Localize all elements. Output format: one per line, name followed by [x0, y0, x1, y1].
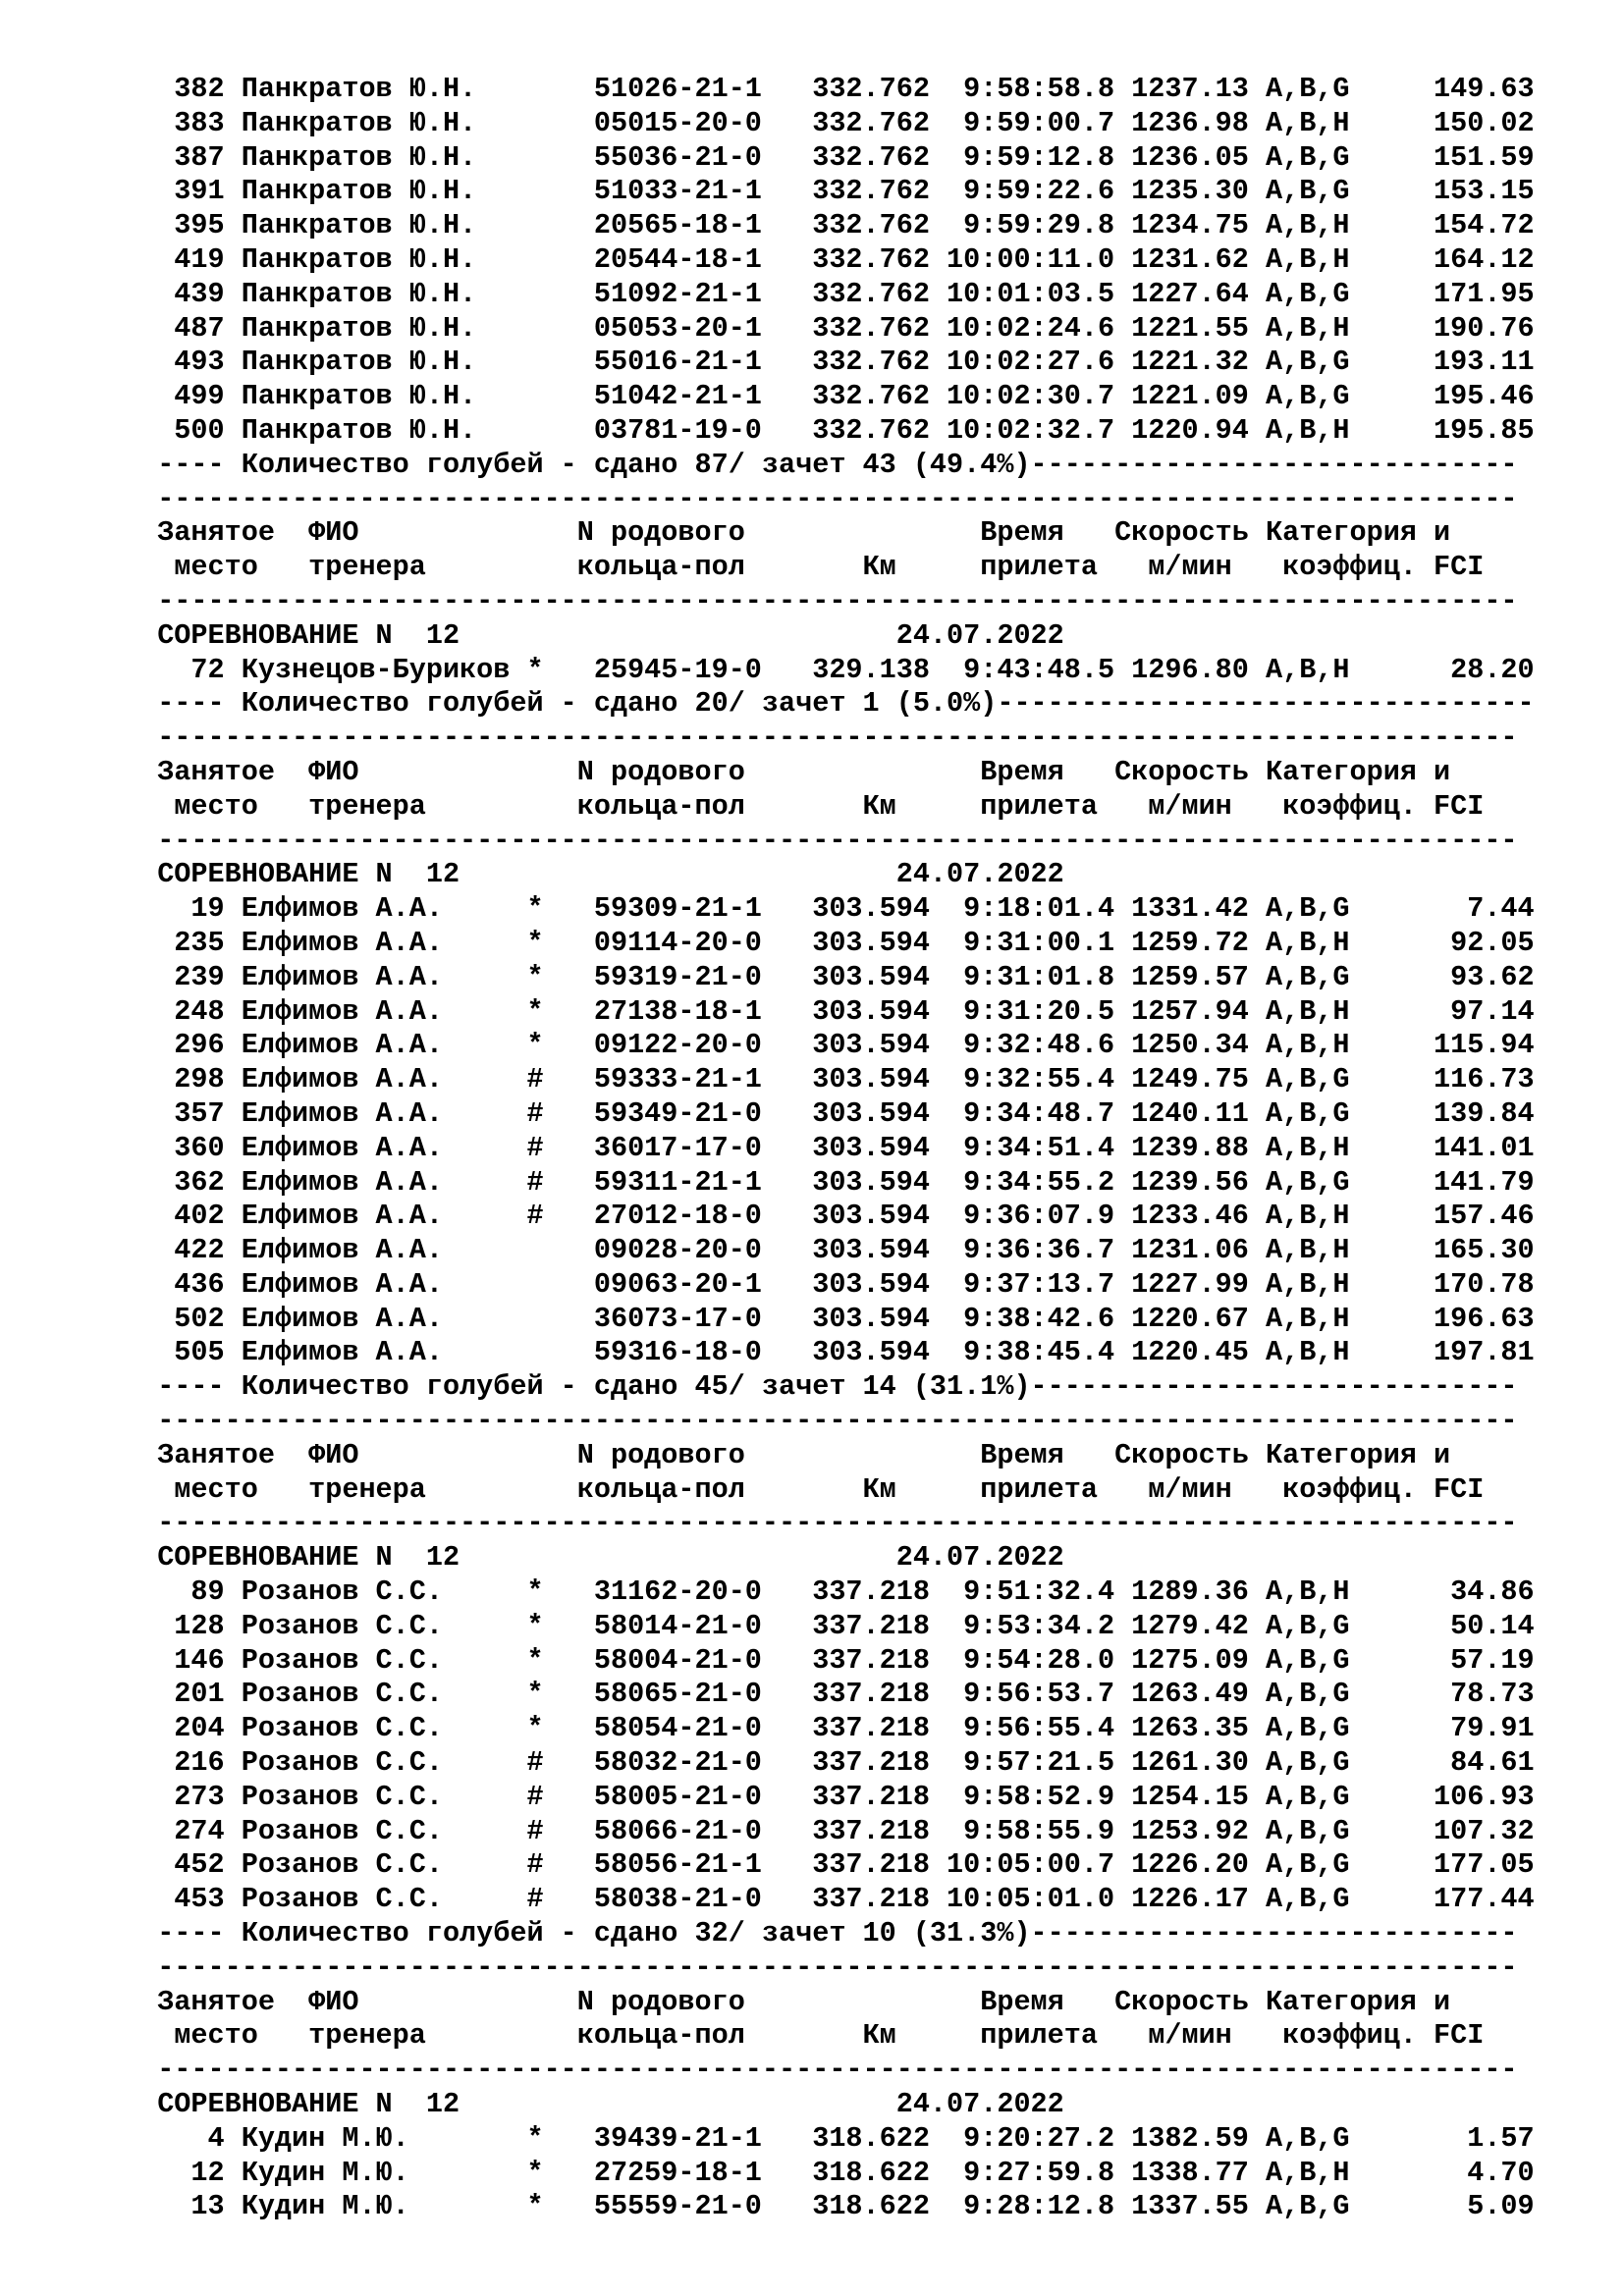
- result-row: 487 Панкратов Ю.Н. 05053-20-1 332.762 10:02:24.6 1221.55 A,B,H 190.76: [124, 311, 1535, 345]
- result-row: 296 Елфимов А.А. * 09122-20-0 303.594 9:32:48.6 1250.34 A,B,H 115.94: [124, 1029, 1535, 1062]
- result-row: 436 Елфимов А.А. 09063-20-1 303.594 9:37:13.7 1227.99 A,B,H 170.78: [124, 1267, 1535, 1301]
- separator-line: ---------------------------------------------------------------------------------: [124, 824, 1518, 857]
- column-header: Занятое ФИО N родового Время Скорость Категория и: [124, 516, 1451, 550]
- result-row: 383 Панкратов Ю.Н. 05015-20-0 332.762 9:59:00.7 1236.98 A,B,H 150.02: [124, 106, 1535, 139]
- separator-line: ---------------------------------------------------------------------------------: [124, 721, 1518, 755]
- result-row: 419 Панкратов Ю.Н. 20544-18-1 332.762 10:00:11.0 1231.62 A,B,H 164.12: [124, 242, 1535, 276]
- result-row: 89 Розанов С.С. * 31162-20-0 337.218 9:51:32.4 1289.36 A,B,H 34.86: [124, 1575, 1535, 1609]
- result-row: 235 Елфимов А.А. * 09114-20-0 303.594 9:31:00.1 1259.72 A,B,H 92.05: [124, 926, 1535, 959]
- separator-line: ---------------------------------------------------------------------------------: [124, 1405, 1518, 1438]
- result-row: 502 Елфимов А.А. 36073-17-0 303.594 9:38:42.6 1220.67 A,B,H 196.63: [124, 1302, 1535, 1335]
- result-row: 362 Елфимов А.А. # 59311-21-1 303.594 9:34:55.2 1239.56 A,B,G 141.79: [124, 1165, 1535, 1199]
- result-row: 452 Розанов С.С. # 58056-21-1 337.218 10:05:00.7 1226.20 A,B,G 177.05: [124, 1848, 1535, 1882]
- column-header: место тренера кольца-пол Км прилета м/мин коэффиц. FCI: [124, 1472, 1485, 1506]
- result-row: 395 Панкратов Ю.Н. 20565-18-1 332.762 9:59:29.8 1234.75 A,B,H 154.72: [124, 209, 1535, 242]
- separator-line: ---------------------------------------------------------------------------------: [124, 584, 1518, 617]
- summary-line: ---- Количество голубей - сдано 45/ зачет 14 (31.1%)-----------------------------: [124, 1370, 1518, 1404]
- separator-line: ---------------------------------------------------------------------------------: [124, 1950, 1518, 1984]
- result-row: 453 Розанов С.С. # 58038-21-0 337.218 10:05:01.0 1226.17 A,B,G 177.44: [124, 1883, 1535, 1916]
- competition-header: СОРЕВНОВАНИЕ N 12 24.07.2022: [124, 858, 1064, 891]
- competition-header: СОРЕВНОВАНИЕ N 12 24.07.2022: [124, 618, 1064, 652]
- summary-line: ---- Количество голубей - сдано 87/ зачет 43 (49.4%)-----------------------------: [124, 448, 1518, 481]
- result-row: 422 Елфимов А.А. 09028-20-0 303.594 9:36:36.7 1231.06 A,B,H 165.30: [124, 1234, 1535, 1267]
- column-header: Занятое ФИО N родового Время Скорость Категория и: [124, 755, 1451, 788]
- result-row: 13 Кудин М.Ю. * 55559-21-0 318.622 9:28:12.8 1337.55 A,B,G 5.09: [124, 2190, 1535, 2223]
- separator-line: ---------------------------------------------------------------------------------: [124, 482, 1518, 515]
- result-row: 493 Панкратов Ю.Н. 55016-21-1 332.762 10:02:27.6 1221.32 A,B,G 193.11: [124, 346, 1535, 379]
- column-header: место тренера кольца-пол Км прилета м/мин коэффиц. FCI: [124, 551, 1485, 584]
- result-row: 382 Панкратов Ю.Н. 51026-21-1 332.762 9:58:58.8 1237.13 A,B,G 149.63: [124, 73, 1535, 105]
- result-row: 274 Розанов С.С. # 58066-21-0 337.218 9:58:55.9 1253.92 A,B,G 107.32: [124, 1814, 1535, 1847]
- result-row: 298 Елфимов А.А. # 59333-21-1 303.594 9:32:55.4 1249.75 A,B,G 116.73: [124, 1063, 1535, 1096]
- result-row: 273 Розанов С.С. # 58005-21-0 337.218 9:58:52.9 1254.15 A,B,G 106.93: [124, 1780, 1535, 1813]
- result-row: 216 Розанов С.С. # 58032-21-0 337.218 9:57:21.5 1261.30 A,B,G 84.61: [124, 1746, 1535, 1780]
- result-row: 248 Елфимов А.А. * 27138-18-1 303.594 9:31:20.5 1257.94 A,B,H 97.14: [124, 994, 1535, 1028]
- result-row: 391 Панкратов Ю.Н. 51033-21-1 332.762 9:59:22.6 1235.30 A,B,G 153.15: [124, 175, 1535, 208]
- competition-header: СОРЕВНОВАНИЕ N 12 24.07.2022: [124, 2088, 1064, 2121]
- result-row: 505 Елфимов А.А. 59316-18-0 303.594 9:38:45.4 1220.45 A,B,H 197.81: [124, 1336, 1535, 1369]
- result-row: 357 Елфимов А.А. # 59349-21-0 303.594 9:34:48.7 1240.11 A,B,G 139.84: [124, 1096, 1535, 1130]
- result-row: 500 Панкратов Ю.Н. 03781-19-0 332.762 10:02:32.7 1220.94 A,B,H 195.85: [124, 413, 1535, 447]
- column-header: Занятое ФИО N родового Время Скорость Категория и: [124, 1985, 1451, 2018]
- result-row: 439 Панкратов Ю.Н. 51092-21-1 332.762 10:01:03.5 1227.64 A,B,G 171.95: [124, 277, 1535, 310]
- result-row: 19 Елфимов А.А. * 59309-21-1 303.594 9:18:01.4 1331.42 A,B,G 7.44: [124, 892, 1535, 926]
- result-row: 204 Розанов С.С. * 58054-21-0 337.218 9:56:55.4 1263.35 A,B,G 79.91: [124, 1712, 1535, 1745]
- result-row: 402 Елфимов А.А. # 27012-18-0 303.594 9:36:07.9 1233.46 A,B,H 157.46: [124, 1200, 1535, 1233]
- result-row: 201 Розанов С.С. * 58065-21-0 337.218 9:56:53.7 1263.49 A,B,G 78.73: [124, 1678, 1535, 1711]
- result-row: 499 Панкратов Ю.Н. 51042-21-1 332.762 10:02:30.7 1221.09 A,B,G 195.46: [124, 380, 1535, 413]
- summary-line: ---- Количество голубей - сдано 20/ зачет 1 (5.0%)--------------------------------: [124, 687, 1535, 721]
- result-row: 387 Панкратов Ю.Н. 55036-21-0 332.762 9:59:12.8 1236.05 A,B,G 151.59: [124, 140, 1535, 174]
- column-header: место тренера кольца-пол Км прилета м/мин коэффиц. FCI: [124, 789, 1485, 823]
- column-header: место тренера кольца-пол Км прилета м/мин коэффиц. FCI: [124, 2019, 1485, 2053]
- result-row: 239 Елфимов А.А. * 59319-21-0 303.594 9:31:01.8 1259.57 A,B,G 93.62: [124, 960, 1535, 993]
- competition-header: СОРЕВНОВАНИЕ N 12 24.07.2022: [124, 1541, 1064, 1575]
- separator-line: ---------------------------------------------------------------------------------: [124, 2054, 1518, 2087]
- result-row: 4 Кудин М.Ю. * 39439-21-1 318.622 9:20:27.2 1382.59 A,B,G 1.57: [124, 2121, 1535, 2155]
- result-row: 128 Розанов С.С. * 58014-21-0 337.218 9:53:34.2 1279.42 A,B,G 50.14: [124, 1609, 1535, 1642]
- separator-line: ---------------------------------------------------------------------------------: [124, 1507, 1518, 1540]
- result-row: 12 Кудин М.Ю. * 27259-18-1 318.622 9:27:59.8 1338.77 A,B,H 4.70: [124, 2156, 1535, 2189]
- column-header: Занятое ФИО N родового Время Скорость Категория и: [124, 1438, 1451, 1471]
- result-row: 146 Розанов С.С. * 58004-21-0 337.218 9:54:28.0 1275.09 A,B,G 57.19: [124, 1643, 1535, 1677]
- result-row: 360 Елфимов А.А. # 36017-17-0 303.594 9:34:51.4 1239.88 A,B,H 141.01: [124, 1131, 1535, 1164]
- result-row: 72 Кузнецов-Буриков * 25945-19-0 329.138 9:43:48.5 1296.80 A,B,H 28.20: [124, 653, 1535, 686]
- summary-line: ---- Количество голубей - сдано 32/ зачет 10 (31.3%)-----------------------------: [124, 1917, 1518, 1950]
- results-document: [124, 73, 1597, 2224]
